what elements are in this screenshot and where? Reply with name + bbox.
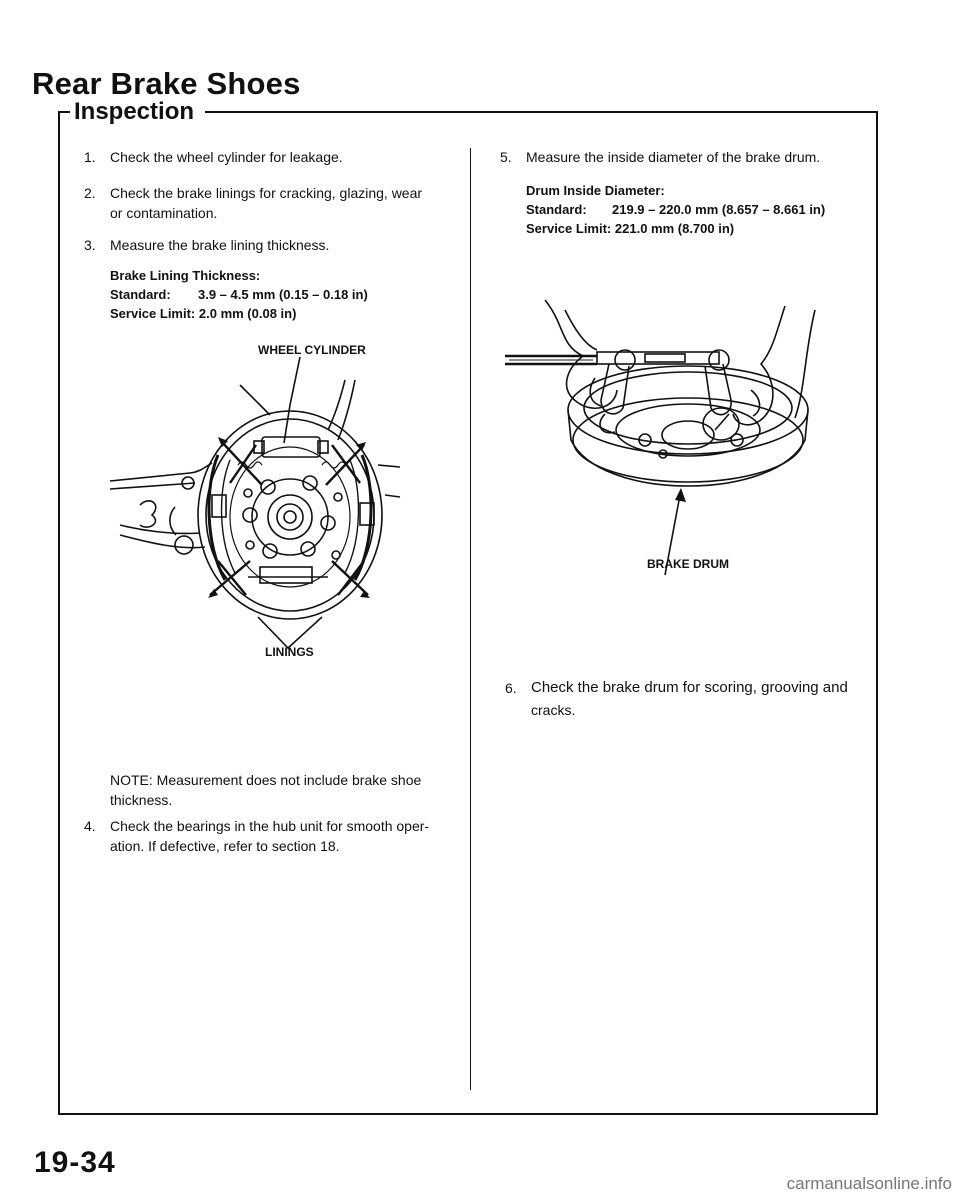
frame-left-rule xyxy=(58,111,60,1115)
brake-assembly-illustration xyxy=(100,355,460,655)
spec-standard: Standard: 3.9 – 4.5 mm (0.15 – 0.18 in) xyxy=(110,287,368,302)
step-4: 4. Check the bearings in the hub unit for smooth oper- ation. If defective, refer to section 18. xyxy=(84,818,430,854)
wheel-cylinder-label: WHEEL CYLINDER xyxy=(258,343,366,357)
frame-bottom-rule xyxy=(58,1113,878,1115)
page-number: 19-34 xyxy=(34,1146,116,1179)
watermark-text: carmanualsonline.info xyxy=(786,1174,952,1193)
frame-right-rule xyxy=(876,111,878,1115)
spec-standard: Standard: 219.9 – 220.0 mm (8.657 – 8.661 in) xyxy=(526,202,826,217)
linings-label: LININGS xyxy=(265,645,314,659)
spec-heading: Brake Lining Thickness: xyxy=(110,268,261,283)
step-6: 6. Check the brake drum for scoring, grooving and cracks. xyxy=(505,679,848,718)
page-title: Rear Brake Shoes xyxy=(32,66,301,101)
measurement-note: NOTE: Measurement does not include brake shoe thickness. xyxy=(110,772,422,808)
column-divider xyxy=(470,148,471,1090)
brake-drum-label: BRAKE DRUM xyxy=(647,557,729,571)
lining-thickness-spec xyxy=(110,266,460,323)
frame-top-rule xyxy=(205,111,877,113)
brake-drum-illustration xyxy=(505,290,835,550)
spec-service-limit: Service Limit: 221.0 mm (8.700 in) xyxy=(526,221,735,236)
section-heading: Inspection xyxy=(74,98,195,125)
step-2: 2. Check the brake linings for cracking, glazing, wear or contamination. xyxy=(84,185,423,221)
spec-service-limit: Service Limit: 2.0 mm (0.08 in) xyxy=(110,306,297,321)
spec-heading: Drum Inside Diameter: xyxy=(526,183,665,198)
drum-diameter-spec xyxy=(526,181,871,238)
